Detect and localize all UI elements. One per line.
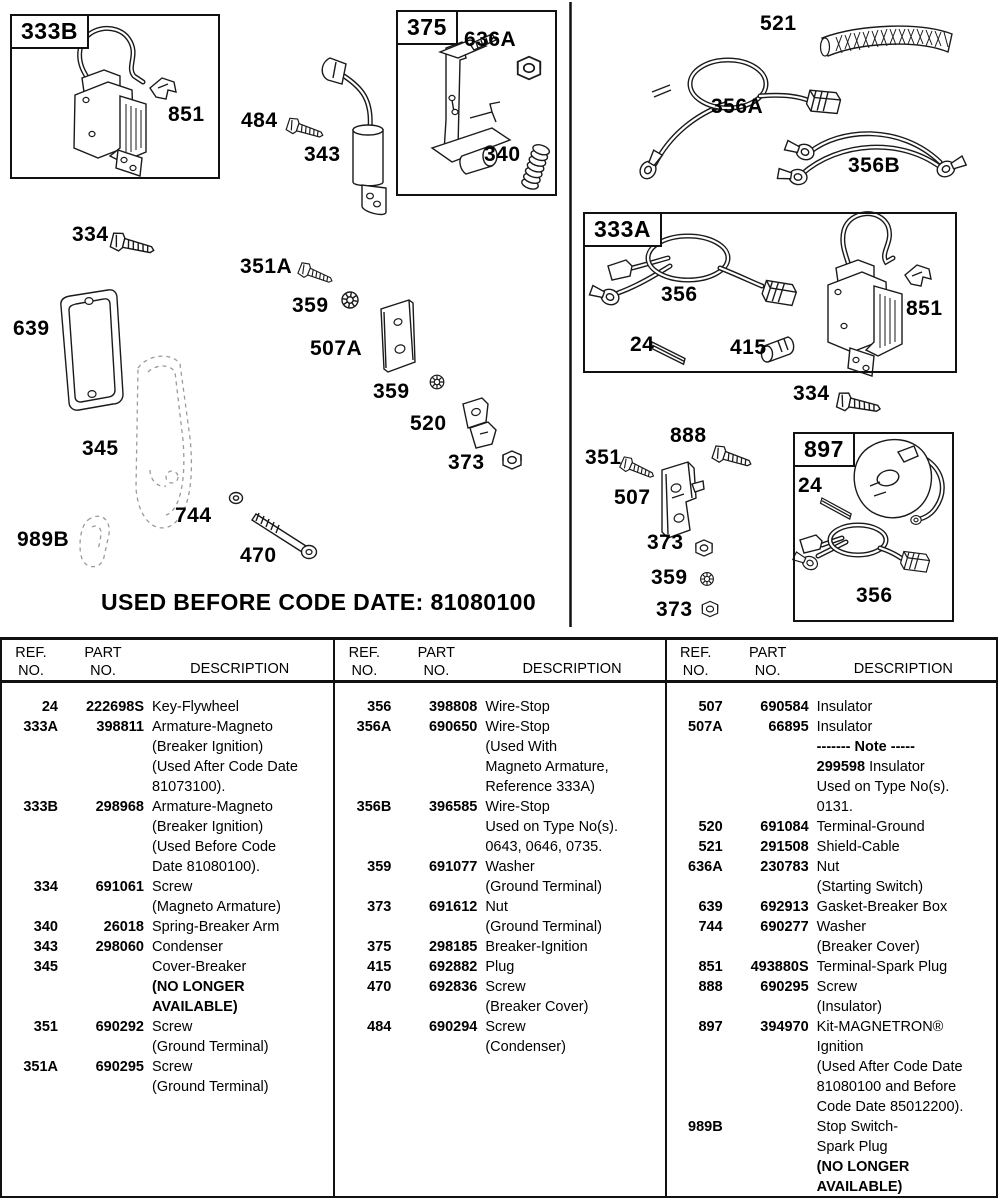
table-header-column (2, 640, 333, 680)
table-row (335, 797, 664, 857)
description-cell: Shield-Cable (816, 839, 900, 855)
insulator-507-drawing (662, 462, 704, 538)
table-row (667, 857, 996, 897)
ref-no-cell: 24 (41, 699, 58, 715)
table-row (2, 937, 333, 957)
part-no-cell (723, 1117, 809, 1197)
screw-334-drawing (836, 391, 882, 418)
part-no-cell: 396585 (428, 799, 478, 815)
table-row (335, 937, 664, 957)
ref-no-cell: 470 (367, 979, 392, 995)
table-row (335, 697, 664, 717)
part-label-373: 373 (647, 531, 684, 554)
part-no-cell: 690584 (760, 699, 809, 715)
part-no-cell: 298060 (95, 939, 144, 955)
part-label-359: 359 (651, 566, 688, 589)
part-no-cell: 691084 (760, 819, 809, 835)
part-no-cell: 692913 (760, 899, 809, 915)
washer-359-drawing (701, 573, 714, 586)
table-row (667, 977, 996, 1017)
table-row (667, 897, 996, 917)
description-cell: Stop Switch- Spark Plug (NO LONGER AVAILABLE) (816, 1119, 910, 1195)
part-no-cell: 692882 (428, 959, 478, 975)
part-no-cell: 690294 (428, 1019, 478, 1035)
part-no-cell: 493880S (750, 959, 809, 975)
table-row (335, 717, 664, 797)
part-no-cell: 691061 (95, 879, 144, 895)
part-no-cell: 691077 (428, 859, 478, 875)
description-cell: Armature-Magneto (Breaker Ignition) (Used After Code Date 81073100). (152, 719, 298, 795)
ref-no-cell: 333B (23, 799, 58, 815)
ref-no-cell: 520 (698, 819, 723, 835)
description-cell: Kit-MAGNETRON® Ignition (Used After Code Date 81080100 and Before Code Date 85012200). (816, 1019, 964, 1115)
part-label-24: 24 (630, 333, 655, 356)
nut-373-drawing (503, 451, 521, 469)
screw-484-drawing (286, 117, 325, 143)
table-row (667, 917, 996, 957)
part-label-351A: 351A (240, 255, 293, 278)
description-cell: Wire-Stop Used on Type No(s). 0643, 0646, 0735. (485, 799, 619, 855)
condenser-343-drawing (322, 58, 386, 214)
part-label-636A: 636A (464, 28, 517, 51)
insulator-507a-drawing (381, 300, 415, 372)
table-row (2, 717, 333, 797)
description-header: DESCRIPTION (853, 661, 953, 677)
group-box-333B (10, 14, 220, 179)
part-no-cell: 690277 (760, 919, 809, 935)
description-cell: Breaker-Ignition (485, 939, 588, 955)
ref-no-cell: 744 (698, 919, 723, 935)
ref-no-cell: 356A (356, 719, 392, 735)
ref-no-cell: 507A (688, 719, 723, 735)
part-no-cell: 691612 (428, 899, 478, 915)
description-cell: Screw (Magneto Armature) (152, 879, 281, 915)
table-row (667, 1117, 996, 1197)
ref-no-cell: 351A (23, 1059, 58, 1075)
part-label-373: 373 (448, 451, 485, 474)
part-label-343: 343 (304, 143, 341, 166)
table-row (667, 1017, 996, 1117)
part-label-507A: 507A (310, 337, 363, 360)
table-row (2, 917, 333, 937)
screw-351-drawing (619, 455, 656, 482)
description-cell: Spring-Breaker Arm (152, 919, 280, 935)
description-cell: Wire-Stop (Used With Magneto Armature, Reference 333A) (485, 719, 609, 795)
part-no-header: PART NO. (417, 645, 455, 679)
table-row (667, 837, 996, 857)
part-no-cell: 690295 (95, 1059, 144, 1075)
description-cell: Washer (Ground Terminal) (485, 859, 602, 895)
part-label-24: 24 (798, 474, 823, 497)
part-label-351: 351 (585, 446, 622, 469)
description-cell: Terminal-Ground (816, 819, 925, 835)
nut-373-drawing (702, 601, 717, 616)
part-label-359: 359 (292, 294, 329, 317)
part-no-cell (58, 957, 144, 1017)
part-no-cell: 690650 (428, 719, 478, 735)
part-no-cell: 394970 (760, 1019, 809, 1035)
part-no-cell: 398808 (428, 699, 478, 715)
terminal-ground-520-drawing (463, 398, 496, 448)
part-label-520: 520 (410, 412, 447, 435)
part-no-cell: 26018 (103, 919, 144, 935)
part-label-359: 359 (373, 380, 410, 403)
description-cell: Wire-Stop (485, 699, 550, 715)
part-label-851: 851 (168, 103, 205, 126)
description-header: DESCRIPTION (190, 661, 290, 677)
group-box-label: 897 (793, 432, 855, 467)
description-cell: Nut (Starting Switch) (816, 859, 924, 895)
part-label-356: 356 (661, 283, 698, 306)
group-box-label: 375 (396, 10, 458, 45)
table-row (335, 857, 664, 897)
cover-breaker-345-drawing (136, 356, 191, 528)
table-row (667, 817, 996, 837)
wire-stop-356a-drawing (637, 60, 842, 182)
table-header-column (333, 640, 664, 680)
description-cell: Screw (Condenser) (485, 1019, 566, 1055)
part-label-373: 373 (656, 598, 693, 621)
table-header-column (665, 640, 996, 680)
description-cell: Gasket-Breaker Box (816, 899, 948, 915)
table-row (335, 977, 664, 1017)
part-label-744: 744 (175, 504, 212, 527)
ref-no-cell: 345 (33, 959, 58, 975)
part-label-415: 415 (730, 336, 767, 359)
ref-no-header: REF. NO. (15, 645, 47, 679)
part-no-cell: 690292 (95, 1019, 144, 1035)
stop-switch-989b-drawing (80, 516, 109, 566)
description-header: DESCRIPTION (522, 661, 622, 677)
table-row (335, 897, 664, 937)
part-label-639: 639 (13, 317, 50, 340)
table-row (667, 957, 996, 977)
ref-no-cell: 989B (688, 1119, 723, 1135)
gasket-639-drawing (61, 290, 123, 410)
table-column-1 (2, 683, 333, 1197)
ref-no-header: REF. NO. (679, 645, 712, 679)
part-label-888: 888 (670, 424, 707, 447)
table-row (2, 957, 333, 1017)
table-row (335, 1017, 664, 1057)
description-cell: Screw (Breaker Cover) (485, 979, 589, 1015)
part-label-356: 356 (856, 584, 893, 607)
part-label-507: 507 (614, 486, 651, 509)
table-row (2, 1057, 333, 1097)
ref-no-cell: 373 (367, 899, 392, 915)
ref-no-cell: 851 (698, 959, 723, 975)
washer-359-drawing (341, 291, 360, 310)
description-cell: Insulator (816, 699, 873, 715)
part-no-cell: 692836 (428, 979, 478, 995)
part-no-cell: 230783 (760, 859, 809, 875)
table-row (667, 717, 996, 817)
part-label-356A: 356A (711, 95, 764, 118)
description-cell: Key-Flywheel (152, 699, 240, 715)
part-no-cell: 690295 (760, 979, 809, 995)
description-cell: Insulator ------- Note ----- 299598 Insulator Used on Type No(s). 0131. (816, 719, 950, 815)
table-row (335, 957, 664, 977)
diagram-caption: USED BEFORE CODE DATE: 81080100 (101, 589, 537, 615)
description-cell: Condenser (152, 939, 223, 955)
description-cell: Nut (Ground Terminal) (485, 899, 602, 935)
ref-no-cell: 639 (698, 899, 723, 915)
description-cell: Screw (Ground Terminal) (152, 1059, 269, 1095)
part-label-345: 345 (82, 437, 119, 460)
part-label-340: 340 (484, 143, 521, 166)
part-no-header: PART NO. (84, 645, 122, 679)
ref-no-header: REF. NO. (348, 645, 381, 679)
part-label-470: 470 (240, 544, 277, 567)
ref-no-cell: 888 (698, 979, 723, 995)
part-label-356B: 356B (848, 154, 901, 177)
group-box-label: 333A (583, 212, 662, 247)
screw-334-drawing (110, 231, 156, 259)
ref-no-cell: 343 (33, 939, 58, 955)
description-cell: Screw (Ground Terminal) (152, 1019, 269, 1055)
ref-no-cell: 636A (688, 859, 723, 875)
part-label-989B: 989B (17, 528, 70, 551)
description-cell: Washer (Breaker Cover) (816, 919, 920, 955)
table-row (2, 697, 333, 717)
screw-888-drawing (711, 444, 753, 471)
table-row (2, 1017, 333, 1057)
ref-no-cell: 415 (367, 959, 392, 975)
part-no-cell: 298968 (95, 799, 144, 815)
washer-359-drawing (430, 375, 444, 389)
ref-no-cell: 333A (23, 719, 58, 735)
screw-351a-drawing (297, 261, 334, 287)
description-cell: Terminal-Spark Plug (816, 959, 948, 975)
table-row (2, 797, 333, 877)
ref-no-cell: 897 (698, 1019, 723, 1035)
part-label-334: 334 (72, 223, 109, 246)
parts-table (0, 637, 998, 1198)
ref-no-cell: 375 (367, 939, 392, 955)
table-body (2, 683, 996, 1197)
part-label-521: 521 (760, 12, 797, 35)
part-no-cell: 66895 (768, 719, 809, 735)
part-no-cell: 398811 (96, 719, 144, 735)
ref-no-cell: 334 (33, 879, 58, 895)
table-header (2, 640, 996, 683)
part-no-cell: 291508 (760, 839, 809, 855)
part-no-cell: 222698S (85, 699, 144, 715)
part-no-cell: 298185 (428, 939, 478, 955)
washer-744-drawing (230, 493, 243, 504)
ref-no-cell: 340 (33, 919, 58, 935)
nut-373-drawing (696, 540, 712, 556)
part-label-484: 484 (241, 109, 278, 132)
description-cell: Cover-Breaker (NO LONGER AVAILABLE) (152, 959, 247, 1015)
description-cell: Armature-Magneto (Breaker Ignition) (Used Before Code Date 81080100). (152, 799, 277, 875)
shield-cable-521-drawing (821, 26, 953, 56)
ref-no-cell: 356B (356, 799, 392, 815)
group-box-label: 333B (10, 14, 89, 49)
ref-no-cell: 507 (698, 699, 723, 715)
ref-no-cell: 521 (698, 839, 723, 855)
table-row (2, 877, 333, 917)
ref-no-cell: 351 (33, 1019, 58, 1035)
part-label-851: 851 (906, 297, 943, 320)
table-column-2 (333, 683, 664, 1197)
part-label-334: 334 (793, 382, 830, 405)
part-no-header: PART NO. (749, 645, 787, 679)
table-column-3 (665, 683, 996, 1197)
description-cell: Plug (485, 959, 515, 975)
table-row (667, 697, 996, 717)
ref-no-cell: 484 (367, 1019, 392, 1035)
ref-no-cell: 356 (367, 699, 392, 715)
description-cell: Screw (Insulator) (816, 979, 882, 1015)
ref-no-cell: 359 (367, 859, 392, 875)
